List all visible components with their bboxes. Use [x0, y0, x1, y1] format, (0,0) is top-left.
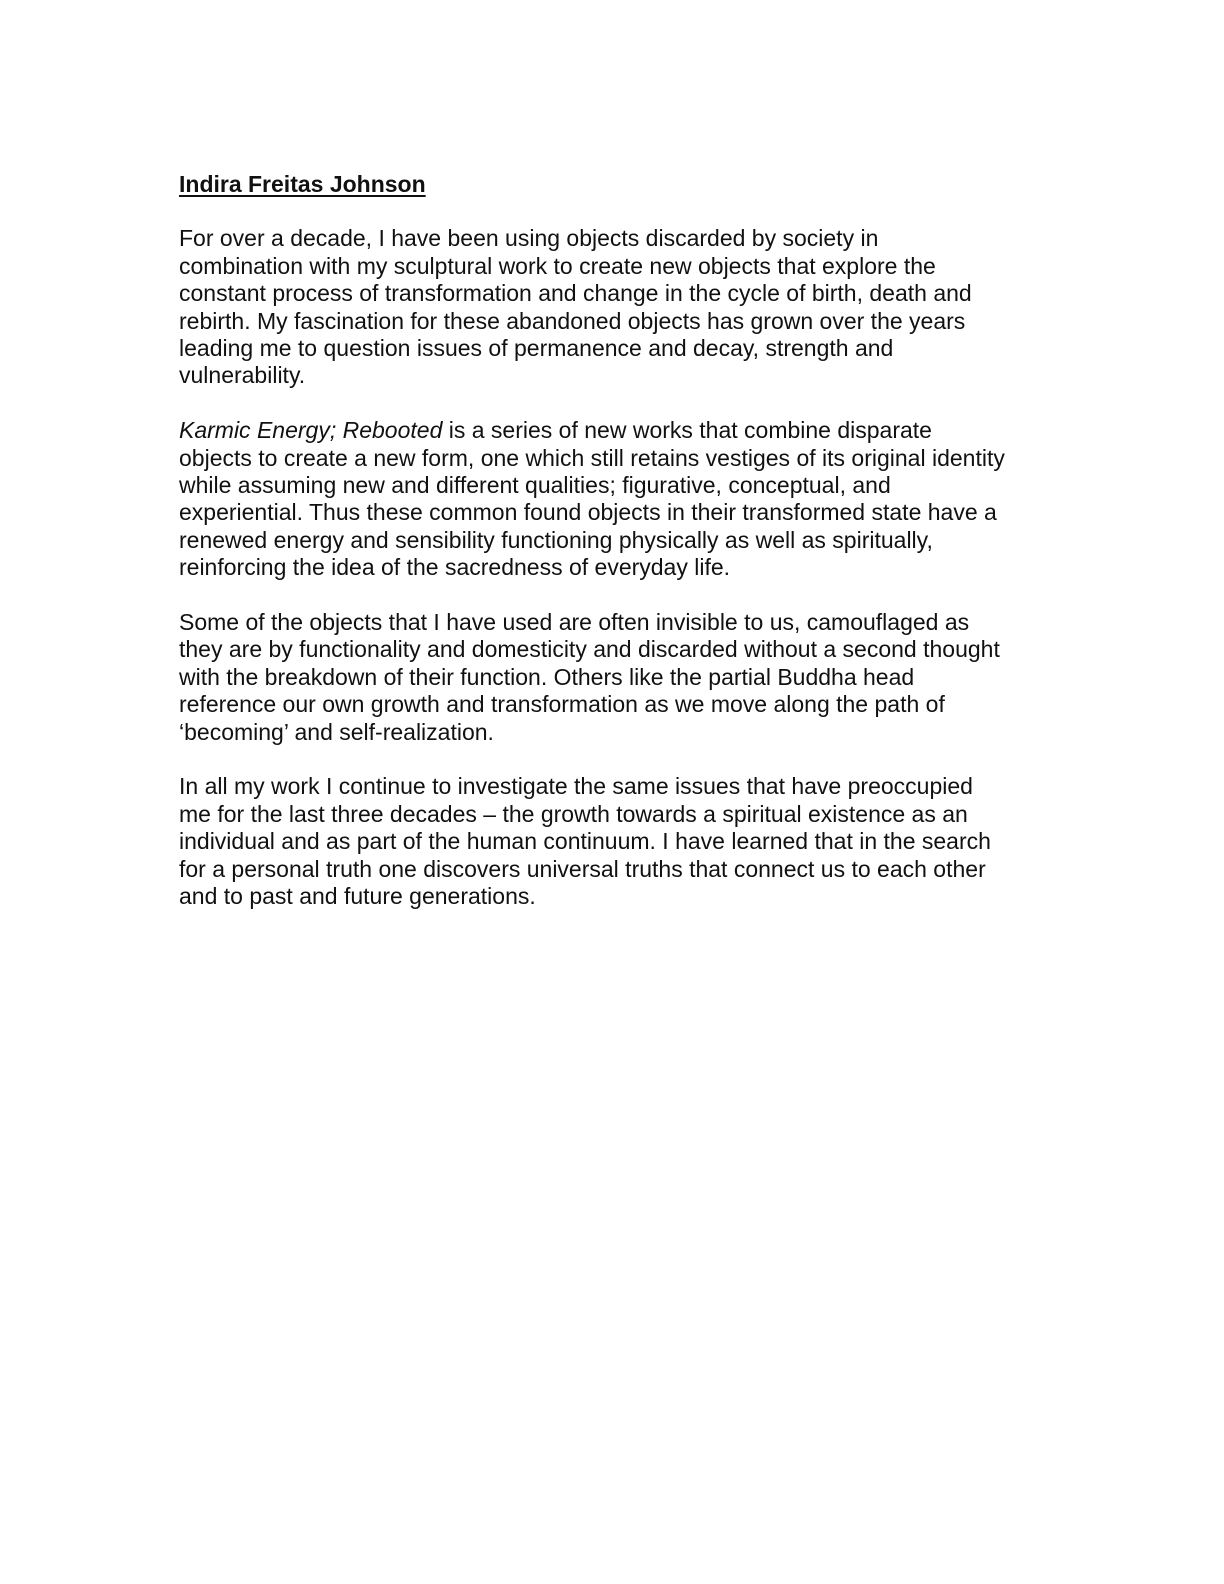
document-body: [179, 171, 1049, 938]
paragraph-line: renewed energy and sensibility functioning physically as well as spiritually,: [179, 526, 933, 553]
paragraph-4: [179, 773, 1049, 910]
paragraph-2: [179, 417, 1049, 581]
paragraph-line: me for the last three decades – the growth towards a spiritual existence as an: [179, 800, 968, 827]
paragraph-line: reference our own growth and transformation as we move along the path of: [179, 691, 945, 718]
paragraph-line: they are by functionality and domesticity and discarded without a second thought: [179, 636, 1000, 663]
paragraph-line: while assuming new and different qualities; figurative, conceptual, and: [179, 472, 891, 499]
paragraph-line: leading me to question issues of permanence and decay, strength and: [179, 335, 894, 362]
paragraph-line-rest: is a series of new works that combine disparate: [442, 417, 932, 444]
paragraph-line: reinforcing the idea of the sacredness of everyday life.: [179, 554, 731, 581]
paragraph-line: experiential. Thus these common found objects in their transformed state have a: [179, 499, 997, 526]
paragraph-line: Some of the objects that I have used are often invisible to us, camouflaged as: [179, 609, 970, 636]
paragraph-1: [179, 225, 1049, 389]
paragraph-line: and to past and future generations.: [179, 883, 536, 910]
paragraph-3: [179, 609, 1049, 746]
paragraph-line: constant process of transformation and change in the cycle of birth, death and: [179, 280, 972, 307]
paragraph-line: individual and as part of the human continuum. I have learned that in the search: [179, 828, 991, 855]
paragraph-line: rebirth. My fascination for these abandoned objects has grown over the years: [179, 307, 966, 334]
work-title: Karmic Energy; Rebooted: [179, 417, 443, 444]
paragraph-line: objects to create a new form, one which still retains vestiges of its original identity: [179, 444, 1005, 471]
paragraph-line: combination with my sculptural work to create new objects that explore the: [179, 252, 936, 279]
paragraph-line: for a personal truth one discovers universal truths that connect us to each other: [179, 855, 986, 882]
document-title: Indira Freitas Johnson: [179, 171, 426, 197]
paragraph-line: vulnerability.: [179, 362, 306, 389]
paragraph-line: with the breakdown of their function. Others like the partial Buddha head: [179, 663, 915, 690]
paragraph-line: For over a decade, I have been using objects discarded by society in: [179, 225, 879, 252]
paragraph-line: In all my work I continue to investigate the same issues that have preoccupied: [179, 773, 973, 800]
paragraph-line: ‘becoming’ and self-realization.: [179, 718, 494, 745]
paragraph-line: [179, 417, 1049, 444]
